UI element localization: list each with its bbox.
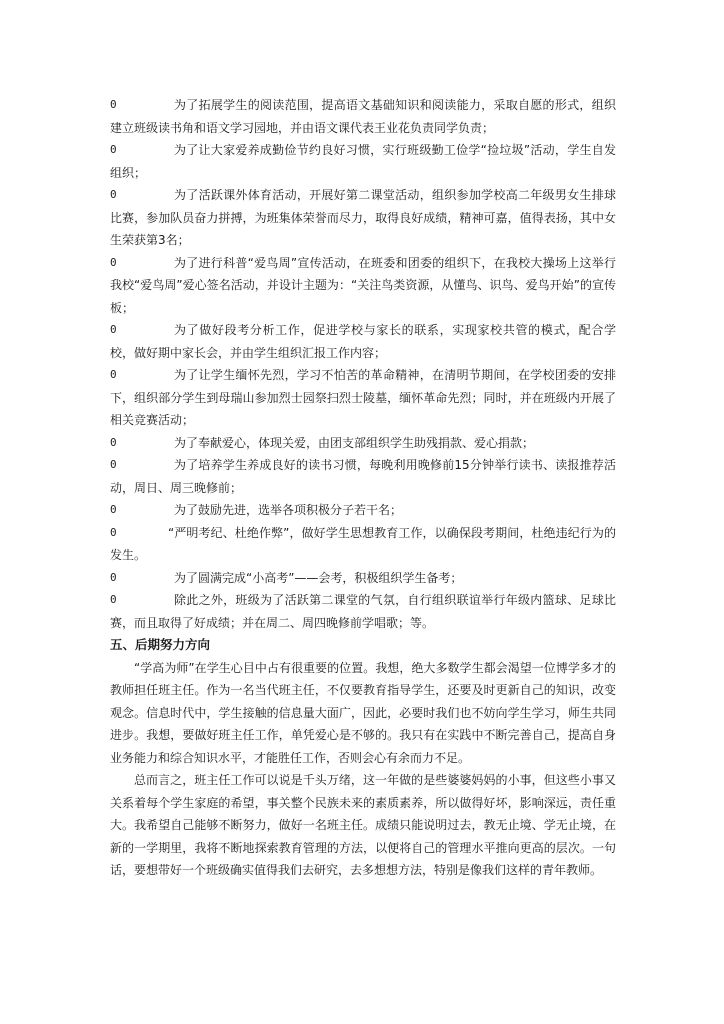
- bullet-marker: 0: [110, 143, 117, 156]
- bullet-marker: 0: [110, 435, 117, 449]
- list-item-text: 为了进行科普“爱鸟周”宣传活动，在班委和团委的组织下，在我校大操场上这举行我校“爱鸟周”爱心签名活动，并设计主题为：“关注鸟类资源，从懂鸟、识鸟、爱鸟开始”的宣传板；: [110, 255, 616, 315]
- bullet-marker: 0: [110, 368, 117, 381]
- list-item: [110, 94, 616, 139]
- list-item: [110, 184, 616, 252]
- list-item-text: 为了拓展学生的阅读范围，提高语文基础知识和阅读能力，采取自愿的形式，组织建立班级读书角和语文学习园地，并由语文课代表王业花负责同学负责；: [110, 98, 616, 135]
- bullet-marker: 0: [110, 525, 117, 539]
- bullet-marker: 0: [110, 593, 117, 606]
- bullet-marker: 0: [110, 570, 117, 584]
- list-item: [110, 252, 616, 320]
- list-item: [110, 567, 616, 590]
- bullet-marker: 0: [110, 503, 117, 516]
- bullet-marker: 0: [110, 323, 117, 336]
- list-item: [110, 522, 616, 567]
- list-item: [110, 589, 616, 634]
- list-item-text: 为了奉献爱心，体现关爱，由团支部组织学生助残捐款、爱心捐款；: [174, 435, 535, 450]
- list-item-text: 为了让大家爱养成勤俭节约良好习惯，实行班级勤工俭学“捡垃圾”活动，学生自发组织；: [110, 143, 616, 180]
- section-heading: 五、后期努力方向: [110, 637, 211, 652]
- bullet-marker: 0: [110, 255, 117, 269]
- bullet-marker: 0: [110, 98, 117, 111]
- document-body: [110, 94, 616, 882]
- list-item-text: 为了做好段考分析工作，促进学校与家长的联系，实现家校共管的模式，配合学校，做好期中家长会，并由学生组织汇报工作内容；: [110, 323, 616, 360]
- body-paragraph: “学高为师”在学生心目中占有很重要的位置。我想，绝大多数学生都会渴望一位博学多才的教师担任班主任。作为一名当代班主任，不仅要教育指导学生，还要及时更新自己的知识，改变观念。信息时代中，学生接触的信息量大面广，因此，必要时我们也不妨向学生学习，师生共同进步。我想，要做好班主任工作，单凭爱心是不够的。我只有在实践中不断完善自己，提高自身业务能力和综合知识水平，才能胜任工作，否则会心有余而力不足。: [110, 660, 616, 765]
- list-item-text: “严明考纪、杜绝作弊”，做好学生思想教育工作，以确保段考期间，杜绝违纪行为的发生。: [110, 525, 616, 562]
- list-item: [110, 139, 616, 184]
- bullet-marker: 0: [110, 458, 117, 471]
- list-item-text: 为了活跃课外体育活动，开展好第二课堂活动，组织参加学校高二年级男女生排球比赛，参加队员奋力拼搏，为班集体荣誉而尽力，取得良好成绩，精神可嘉，值得表扬，其中女生荣获第3名；: [110, 188, 616, 247]
- list-item-text: 为了培养学生养成良好的读书习惯，每晚利用晚修前15分钟举行读书、读报推荐活动，周日、周三晚修前；: [110, 458, 616, 495]
- list-item-text: 为了让学生缅怀先烈，学习不怕苦的革命精神，在清明节期间，在学校团委的安排下，组织部分学生到母瑞山参加烈士园祭扫烈士陵墓，缅怀革命先烈；同时，并在班级内开展了相关竞赛活动；: [110, 368, 616, 427]
- list-item: [110, 432, 616, 455]
- list-item: [110, 499, 616, 522]
- bullet-marker: 0: [110, 188, 117, 201]
- list-item-text: 为了圆满完成“小高考”——会考，积极组织学生备考；: [174, 570, 463, 585]
- list-item-text: 除此之外，班级为了活跃第二课堂的气氛，自行组织联谊举行年级内篮球、足球比赛，而且取得了好成绩；并在周二、周四晚修前学唱歌；等。: [110, 593, 616, 630]
- list-item: [110, 454, 616, 499]
- body-paragraph: 总而言之，班主任工作可以说是千头万绪，这一年做的是些婆婆妈妈的小事，但这些小事又关系着每个学生家庭的希望，事关整个民族未来的素质素养，所以做得好坏，影响深远，责任重大。我希望自己能够不断努力，做好一名班主任。成绩只能说明过去，教无止境、学无止境，在新的一学期里，我将不断地探索教育管理的方法，以便将自己的管理水平推向更高的层次。一句话，要想带好一个班级确实值得我们去研究，去多想想方法，特别是像我们这样的青年教师。: [110, 773, 616, 877]
- list-item: [110, 364, 616, 432]
- list-item: [110, 319, 616, 364]
- list-item-text: 为了鼓励先进，选举各项积极分子若干名；: [174, 503, 403, 517]
